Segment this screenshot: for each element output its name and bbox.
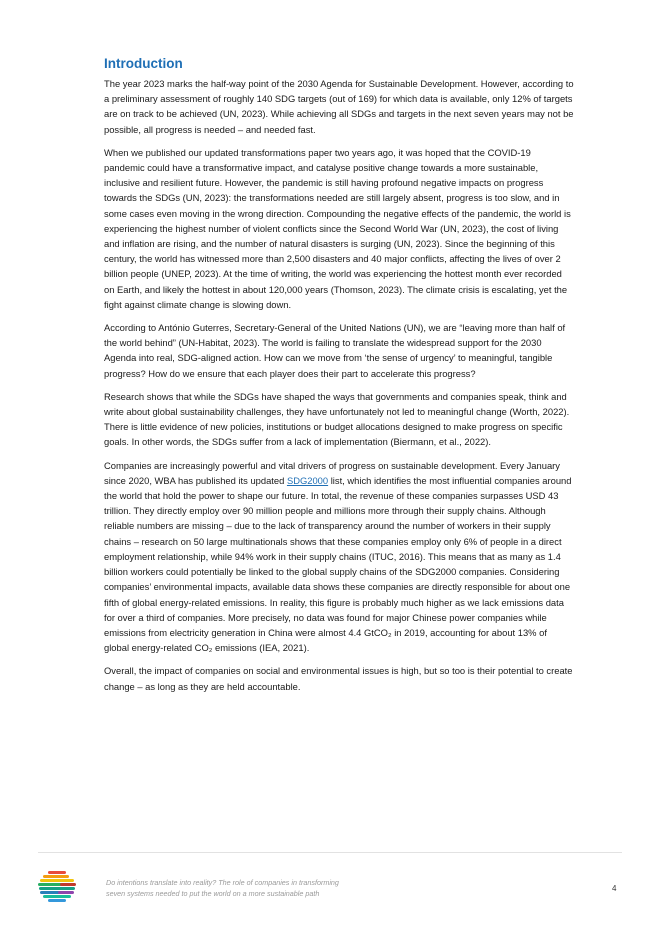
paragraph-4: Research shows that while the SDGs have shaped the ways that governments and companies speak, think and write about global sustainability challenges, they have unfortunately not led to meaningful change (Worth, 2022). There is little evidence of new policies, institutions or budget allocations designed to make progress on specific goals. In other words, the SDGs suffer from a lack of implementation (Biermann, et al., 2022).	[104, 390, 570, 448]
sdg2000-link[interactable]: SDG2000	[286, 474, 329, 486]
footer-divider	[38, 852, 622, 853]
footer-caption	[106, 877, 406, 899]
page-number: 4	[612, 884, 617, 893]
wba-logo-icon	[38, 870, 78, 906]
footer-caption-subtitle-1: The role of companies in transforming	[216, 878, 339, 887]
footer-caption-question: Do intentions translate into reality?	[106, 878, 217, 887]
paragraph-2: When we published our updated transformations paper two years ago, it was hoped that the COVID-19 pandemic could have a transformative impact, and catalyse positive change towards a more sustainable, inclusive and resilient future. However, the pandemic is still having profound negative impacts on progress towards the SDGs (UN, 2023): the transformations needed are still largely absent, progress is too slow, and in some cases even moving in the wrong direction. Compounding the negative effects of the pandemic, the world is experiencing the highest number of violent conflicts since the Second World War (UN, 2023), the cost of living and inflation are rising, and the number of natural disasters is surging (UN, 2023). Since the beginning of this century, the world has witnessed more than 2,500 disasters and 40 major conflicts, affecting the lives of over 2 billion people (UNEP, 2023). At the time of writing, the world was experiencing the hottest month ever recorded on Earth, and likely the hottest in about 120,000 years (Thomson, 2023). The climate crisis is escalating, yet the fight against climate change is slowing down.	[104, 146, 571, 310]
paragraph-5	[104, 458, 574, 656]
paragraph-3: According to António Guterres, Secretary-General of the United Nations (UN), we are “leaving more than half of the world behind” (UN-Habitat, 2023). The world is failing to translate the widespread support for the 2030 Agenda into real, SDG-aligned action. How can we move from ‘the sense of urgency’ to meaningful, tangible progress? How do we ensure that each player does their part to accelerate this progress?	[104, 322, 566, 379]
main-content	[104, 55, 574, 702]
paragraph-6: Overall, the impact of companies on social and environmental issues is high, but so too is their potential to create change – as long as they are held accountable.	[104, 665, 573, 692]
section-heading: Introduction	[104, 56, 183, 71]
paragraph-5-text-end: list, which identifies the most influential companies around the world that hold the power to shape our future. In total, the revenue of these companies surpasses USD 43 trillion. They directly employ over 90 million people and millions more through their supply chains. Although reliable numbers are missing – due to the lack of transparency around the number of workers in their supply chains – research on 50 large multinationals shows that these companies employ only 6% of people in a direct employment relationship, while 94% work in their supply chains (ITUC, 2016). This means that as many as 1.4 billion workers could potentially be linked to the global supply chains of the SDG2000 companies. Considering companies’ environmental impacts, available data shows these companies are directly responsible for about one fifth of global energy-related emissions. In reality, this figure is probably much higher as we lack emissions data for over a third of companies. More precisely, no data was found for major Chinese power companies while emissions from electricity generation in China were almost 4.4 GtCO₂ in 2019, accounting for about 13% of global energy-related CO₂ emissions (IEA, 2021).	[104, 474, 572, 654]
footer-caption-subtitle-2: seven systems needed to put the world on a more sustainable path	[106, 889, 320, 898]
paragraph-5-text-start: Companies are increasingly powerful and vital drivers of progress on sustainable development. Every January since 2020, WBA has published its updated	[104, 459, 560, 486]
paragraph-1: The year 2023 marks the half-way point of the 2030 Agenda for Sustainable Development. However, according to a preliminary assessment of roughly 140 SDG targets (out of 169) for which data is available, only 12% of targets are on track to be achieved (UN, 2023). While achieving all SDGs and targets in the next seven years may not be possible, all progress is needed – and needed fast.	[104, 78, 574, 135]
